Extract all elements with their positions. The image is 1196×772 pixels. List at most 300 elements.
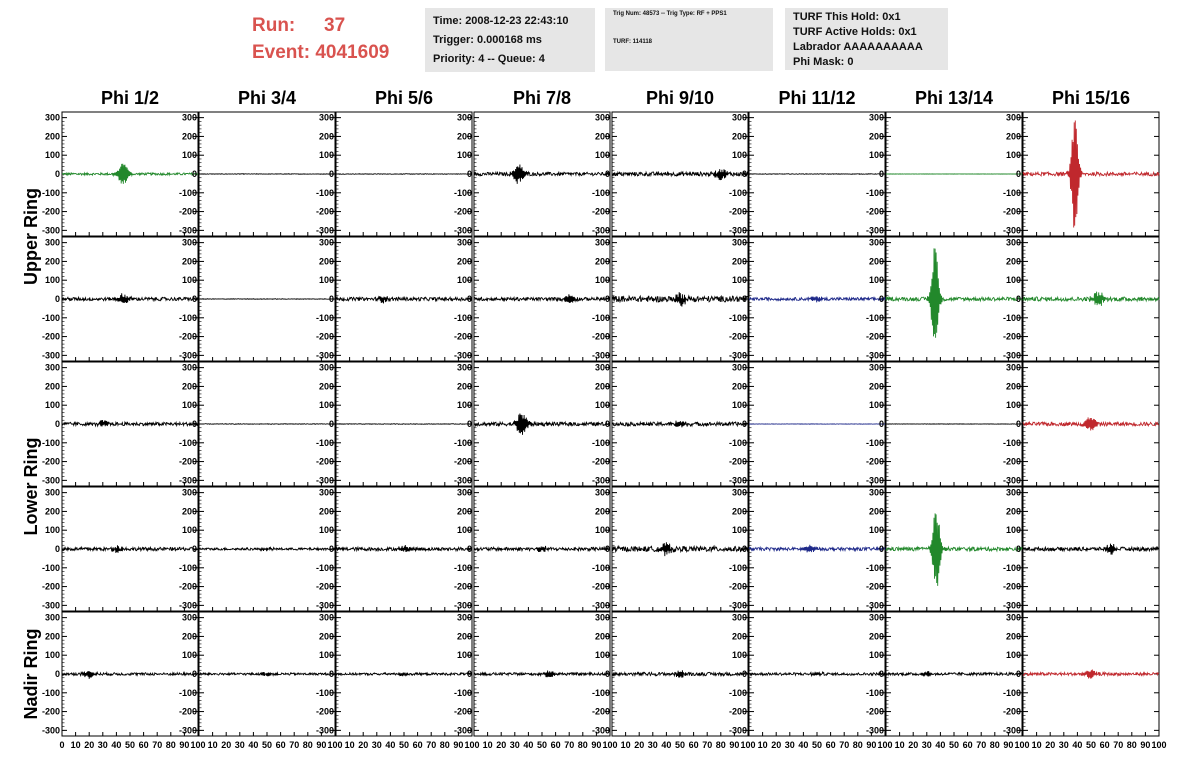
y-tick-label: 200 [456, 631, 472, 642]
y-tick-label: 300 [594, 612, 610, 623]
x-tick-label: 20 [496, 740, 507, 750]
y-tick-label: 200 [1005, 256, 1021, 267]
x-tick-label: 60 [1099, 740, 1110, 750]
y-tick-label: 0 [604, 169, 610, 179]
y-tick-label: 300 [868, 612, 884, 623]
row-title: Upper Ring [21, 188, 41, 285]
waveform-trace [199, 299, 335, 300]
y-tick-label: 200 [44, 381, 60, 392]
waveform-trace [1023, 670, 1159, 679]
waveform-panel [42, 237, 198, 361]
y-tick-label: 200 [318, 506, 334, 517]
x-tick-label: 90 [591, 740, 602, 750]
y-tick-label: 0 [741, 419, 747, 429]
x-tick-label: 80 [577, 740, 588, 750]
y-tick-label: 300 [731, 112, 747, 123]
waveform-panel [179, 362, 335, 486]
y-tick-label: -100 [315, 312, 334, 323]
x-tick-label: 30 [509, 740, 520, 750]
waveform-panel [454, 112, 610, 236]
y-tick-label: -300 [865, 225, 884, 236]
x-tick-label: 10 [70, 740, 81, 750]
y-tick-label: -100 [865, 312, 884, 323]
y-tick-label: -100 [728, 437, 747, 448]
y-tick-label: 300 [868, 362, 884, 373]
y-tick-label: 200 [318, 381, 334, 392]
y-tick-label: -200 [178, 581, 197, 592]
waveform-trace [62, 671, 198, 679]
x-tick-label: 70 [976, 740, 987, 750]
x-tick-label: 80 [302, 740, 313, 750]
y-tick-label: 300 [1005, 612, 1021, 623]
x-tick-label: 20 [84, 740, 95, 750]
y-tick-label: -300 [453, 600, 472, 611]
turf-active-text: TURF Active Holds: 0x1 [793, 26, 917, 38]
y-tick-label: -100 [453, 687, 472, 698]
y-tick-label: 0 [741, 544, 747, 554]
y-tick-label: -300 [453, 725, 472, 736]
y-tick-label: 200 [731, 131, 747, 142]
x-tick-label: 70 [289, 740, 300, 750]
y-tick-label: -200 [315, 581, 334, 592]
waveform-trace [612, 169, 748, 180]
y-tick-label: 100 [318, 275, 334, 286]
y-tick-label: -300 [178, 350, 197, 361]
y-tick-label: 200 [868, 131, 884, 142]
column-title: Phi 11/12 [778, 88, 856, 108]
y-tick-label: -300 [1002, 600, 1021, 611]
y-tick-label: 100 [594, 650, 610, 661]
x-tick-label: 90 [729, 740, 740, 750]
x-tick-label: 50 [398, 740, 410, 750]
y-tick-label: 300 [318, 112, 334, 123]
waveform-panel [454, 487, 610, 611]
waveform-panel [316, 237, 472, 361]
waveform-panel [866, 612, 1022, 736]
x-tick-label: 100 [190, 740, 206, 750]
y-tick-label: -100 [1002, 187, 1021, 198]
x-tick-label: 100 [740, 740, 756, 750]
y-tick-label: 0 [878, 294, 884, 304]
y-tick-label: -200 [41, 456, 60, 467]
y-tick-label: -200 [865, 706, 884, 717]
waveform-panel [1003, 237, 1159, 361]
x-tick-label: 20 [634, 740, 645, 750]
y-tick-label: 100 [1005, 150, 1021, 161]
y-tick-label: 0 [741, 294, 747, 304]
y-tick-label: 300 [44, 487, 60, 498]
x-tick-label: 90 [1140, 740, 1151, 750]
y-tick-label: -200 [591, 706, 610, 717]
waveform-trace [199, 672, 335, 676]
y-tick-label: 100 [44, 275, 60, 286]
column-title: Phi 5/6 [374, 88, 434, 108]
x-tick-label: 30 [1058, 740, 1069, 750]
y-tick-label: -100 [178, 187, 197, 198]
y-tick-label: 300 [1005, 362, 1021, 373]
y-tick-label: -300 [315, 475, 334, 486]
y-tick-label: 300 [594, 112, 610, 123]
y-tick-label: -300 [41, 725, 60, 736]
y-tick-label: -100 [591, 687, 610, 698]
y-tick-label: -100 [591, 187, 610, 198]
waveform-panel [729, 362, 885, 486]
trigger-text: Trigger: 0.000168 ms [433, 34, 542, 46]
y-tick-label: -200 [865, 456, 884, 467]
y-tick-label: -300 [41, 225, 60, 236]
phi-mask-text: Phi Mask: 0 [793, 56, 854, 68]
y-tick-label: -200 [41, 206, 60, 217]
y-tick-label: 0 [604, 669, 610, 679]
y-tick-label: 300 [1005, 237, 1021, 248]
y-tick-label: 300 [44, 612, 60, 623]
y-tick-label: 200 [594, 506, 610, 517]
y-tick-label: 0 [191, 294, 197, 304]
y-tick-label: -100 [728, 687, 747, 698]
y-tick-label: 300 [456, 487, 472, 498]
y-tick-label: 100 [181, 525, 197, 536]
y-tick-label: -100 [453, 187, 472, 198]
waveform-trace [1023, 544, 1159, 555]
y-tick-label: 200 [456, 381, 472, 392]
waveform-panel [729, 112, 885, 236]
waveform-trace [199, 424, 335, 425]
y-tick-label: 0 [1015, 169, 1021, 179]
y-tick-label: 200 [868, 381, 884, 392]
x-tick-label: 80 [989, 740, 1000, 750]
y-tick-label: -300 [591, 725, 610, 736]
x-tick-label: 70 [702, 740, 713, 750]
y-tick-label: 100 [456, 400, 472, 411]
y-tick-label: -100 [41, 312, 60, 323]
x-tick-label: 40 [385, 740, 396, 750]
y-tick-label: -200 [178, 706, 197, 717]
waveform-trace [474, 671, 610, 678]
waveform-panel [592, 237, 748, 361]
y-tick-label: 0 [878, 169, 884, 179]
y-tick-label: -200 [453, 206, 472, 217]
y-tick-label: 200 [44, 506, 60, 517]
labrador-text: Labrador AAAAAAAAAA [793, 41, 923, 53]
waveform-panel [866, 362, 1022, 486]
y-tick-label: -100 [591, 562, 610, 573]
y-tick-label: -100 [1002, 562, 1021, 573]
y-tick-label: 300 [594, 362, 610, 373]
y-tick-label: -200 [591, 456, 610, 467]
y-tick-label: -300 [178, 725, 197, 736]
y-tick-label: 100 [318, 525, 334, 536]
x-tick-label: 10 [1031, 740, 1042, 750]
y-tick-label: -100 [865, 562, 884, 573]
y-tick-label: -100 [178, 687, 197, 698]
y-tick-label: 200 [456, 256, 472, 267]
waveform-panel [454, 362, 610, 486]
waveform-panel [179, 237, 335, 361]
y-tick-label: -300 [728, 725, 747, 736]
y-tick-label: 100 [318, 400, 334, 411]
x-tick-label: 40 [1072, 740, 1083, 750]
waveform-trace [336, 174, 472, 175]
y-tick-label: 300 [181, 612, 197, 623]
column-title: Phi 7/8 [512, 88, 572, 108]
y-tick-label: 0 [466, 169, 472, 179]
y-tick-label: -100 [865, 437, 884, 448]
waveform-panel [316, 112, 472, 236]
y-tick-label: -100 [178, 312, 197, 323]
y-tick-label: -300 [41, 350, 60, 361]
y-tick-label: 100 [594, 275, 610, 286]
y-tick-label: 300 [868, 237, 884, 248]
y-tick-label: 0 [328, 669, 334, 679]
y-tick-label: 0 [466, 294, 472, 304]
x-tick-label: 50 [124, 740, 136, 750]
y-tick-label: 100 [44, 150, 60, 161]
y-tick-label: 200 [868, 256, 884, 267]
waveform-panel [1003, 362, 1159, 486]
waveform-trace [62, 545, 198, 553]
x-tick-label: 60 [138, 740, 149, 750]
y-tick-label: -200 [728, 581, 747, 592]
y-tick-label: -300 [865, 725, 884, 736]
x-tick-label: 70 [152, 740, 163, 750]
y-tick-label: 300 [1005, 487, 1021, 498]
y-tick-label: -100 [453, 312, 472, 323]
waveform-panel [316, 612, 472, 736]
x-tick-label: 90 [453, 740, 464, 750]
waveform-panel [42, 612, 198, 736]
y-tick-label: 0 [54, 419, 60, 429]
waveform-panel [179, 487, 335, 611]
waveform-panel [592, 487, 748, 611]
y-tick-label: -300 [453, 475, 472, 486]
y-tick-label: 0 [191, 419, 197, 429]
y-tick-label: 200 [731, 256, 747, 267]
y-tick-label: -200 [728, 206, 747, 217]
y-tick-label: -200 [41, 581, 60, 592]
y-tick-label: -100 [41, 562, 60, 573]
y-tick-label: 300 [181, 362, 197, 373]
y-tick-label: -300 [728, 225, 747, 236]
y-tick-label: 0 [1015, 544, 1021, 554]
y-tick-label: 300 [868, 112, 884, 123]
waveform-panel [179, 112, 335, 236]
x-tick-label: 10 [894, 740, 905, 750]
y-tick-label: -200 [865, 581, 884, 592]
y-tick-label: 300 [318, 362, 334, 373]
y-tick-label: 100 [731, 150, 747, 161]
waveform-panel [42, 362, 198, 486]
waveform-trace [199, 174, 335, 175]
y-tick-label: 0 [878, 669, 884, 679]
y-tick-label: -100 [41, 687, 60, 698]
x-tick-label: 20 [1045, 740, 1056, 750]
y-tick-label: -300 [315, 725, 334, 736]
x-tick-label: 30 [647, 740, 658, 750]
y-tick-label: 0 [328, 544, 334, 554]
x-tick-label: 40 [661, 740, 672, 750]
y-tick-label: 100 [1005, 275, 1021, 286]
y-tick-label: -200 [453, 456, 472, 467]
x-tick-label: 100 [1014, 740, 1030, 750]
y-tick-label: 0 [741, 669, 747, 679]
x-tick-label: 80 [1126, 740, 1137, 750]
x-tick-label: 60 [688, 740, 699, 750]
x-tick-label: 60 [962, 740, 973, 750]
waveform-panel [316, 362, 472, 486]
y-tick-label: 300 [318, 487, 334, 498]
y-tick-label: -300 [315, 600, 334, 611]
y-tick-label: -300 [591, 475, 610, 486]
waveform-trace [62, 420, 198, 426]
x-tick-label: 30 [97, 740, 108, 750]
waveform-trace [612, 670, 748, 677]
y-tick-label: 0 [604, 294, 610, 304]
y-tick-label: -100 [315, 437, 334, 448]
waveform-trace [1023, 121, 1159, 228]
x-tick-label: 60 [275, 740, 286, 750]
y-tick-label: 300 [181, 237, 197, 248]
y-tick-label: 300 [456, 362, 472, 373]
y-tick-label: -200 [315, 206, 334, 217]
y-tick-label: -300 [728, 600, 747, 611]
x-tick-label: 80 [852, 740, 863, 750]
y-tick-label: -200 [41, 331, 60, 342]
x-tick-label: 30 [234, 740, 245, 750]
y-tick-label: 100 [1005, 400, 1021, 411]
waveform-panel [1003, 612, 1159, 736]
waveform-panel [866, 112, 1022, 236]
x-tick-label: 70 [564, 740, 575, 750]
waveform-trace [474, 165, 610, 184]
waveform-trace [1023, 292, 1159, 306]
y-tick-label: 200 [868, 631, 884, 642]
y-tick-label: 200 [868, 506, 884, 517]
x-tick-label: 30 [371, 740, 382, 750]
waveform-trace [62, 293, 198, 303]
y-tick-label: -100 [865, 687, 884, 698]
x-tick-label: 20 [771, 740, 782, 750]
y-tick-label: 100 [181, 650, 197, 661]
y-tick-label: 100 [868, 150, 884, 161]
run-label: Run: [252, 15, 296, 36]
y-tick-label: -200 [1002, 581, 1021, 592]
y-tick-label: 300 [456, 612, 472, 623]
y-tick-label: -300 [728, 475, 747, 486]
y-tick-label: 0 [1015, 419, 1021, 429]
x-tick-label: 100 [602, 740, 618, 750]
waveform-panel [866, 237, 1022, 361]
y-tick-label: -200 [1002, 206, 1021, 217]
y-tick-label: -100 [1002, 437, 1021, 448]
x-tick-label: 100 [1151, 740, 1167, 750]
y-tick-label: -200 [591, 581, 610, 592]
y-tick-label: 200 [731, 506, 747, 517]
x-tick-label: 70 [426, 740, 437, 750]
y-tick-label: -300 [865, 475, 884, 486]
column-title: Phi 1/2 [100, 88, 160, 108]
y-tick-label: 100 [868, 525, 884, 536]
y-tick-label: 100 [181, 150, 197, 161]
waveform-panel [42, 112, 198, 236]
waveform-panel [729, 487, 885, 611]
y-tick-label: 300 [731, 362, 747, 373]
y-tick-label: 100 [318, 650, 334, 661]
y-tick-label: -200 [1002, 456, 1021, 467]
y-tick-label: 100 [181, 275, 197, 286]
y-tick-label: -300 [728, 350, 747, 361]
y-tick-label: 200 [594, 256, 610, 267]
y-tick-label: -200 [453, 581, 472, 592]
turf-hold-text: TURF This Hold: 0x1 [793, 11, 901, 23]
y-tick-label: 0 [54, 669, 60, 679]
y-tick-label: -300 [591, 225, 610, 236]
y-tick-label: -300 [591, 350, 610, 361]
y-tick-label: 200 [594, 631, 610, 642]
event-label: Event: [252, 42, 311, 63]
x-tick-label: 50 [1085, 740, 1097, 750]
waveform-trace [474, 294, 610, 303]
y-tick-label: -200 [865, 331, 884, 342]
y-tick-label: 0 [328, 169, 334, 179]
x-tick-label: 80 [439, 740, 450, 750]
y-tick-label: 0 [1015, 294, 1021, 304]
y-tick-label: 200 [731, 381, 747, 392]
y-tick-label: 100 [181, 400, 197, 411]
x-tick-label: 60 [412, 740, 423, 750]
y-tick-label: 100 [868, 650, 884, 661]
waveform-panel [592, 612, 748, 736]
y-tick-label: 100 [594, 525, 610, 536]
x-tick-label: 70 [1113, 740, 1124, 750]
y-tick-label: 200 [44, 131, 60, 142]
y-tick-label: 300 [44, 362, 60, 373]
y-tick-label: -100 [315, 562, 334, 573]
y-tick-label: 200 [1005, 631, 1021, 642]
y-tick-label: 100 [456, 650, 472, 661]
waveform-panel [729, 237, 885, 361]
waveform-panel [592, 112, 748, 236]
waveform-panel [454, 612, 610, 736]
y-tick-label: 100 [456, 150, 472, 161]
y-tick-label: 300 [44, 237, 60, 248]
y-tick-label: -100 [178, 562, 197, 573]
waveform-trace [749, 296, 885, 302]
waveform-trace [336, 296, 472, 303]
y-tick-label: 0 [604, 419, 610, 429]
x-tick-label: 50 [948, 740, 960, 750]
waveform-trace [336, 545, 472, 552]
y-tick-label: 300 [731, 612, 747, 623]
y-tick-label: -100 [728, 187, 747, 198]
y-tick-label: -300 [1002, 725, 1021, 736]
y-tick-label: 200 [1005, 506, 1021, 517]
y-tick-label: 0 [191, 544, 197, 554]
y-tick-label: 100 [44, 400, 60, 411]
y-tick-label: 200 [1005, 381, 1021, 392]
y-tick-label: 300 [181, 112, 197, 123]
x-tick-label: 50 [674, 740, 686, 750]
y-tick-label: 0 [741, 169, 747, 179]
x-tick-label: 40 [523, 740, 534, 750]
y-tick-label: -300 [178, 475, 197, 486]
y-tick-label: 100 [731, 650, 747, 661]
y-tick-label: 200 [44, 256, 60, 267]
y-tick-label: -300 [865, 350, 884, 361]
column-title: Phi 3/4 [237, 88, 297, 108]
waveform-panel [179, 612, 335, 736]
y-tick-label: -100 [728, 312, 747, 323]
y-tick-label: 0 [54, 169, 60, 179]
